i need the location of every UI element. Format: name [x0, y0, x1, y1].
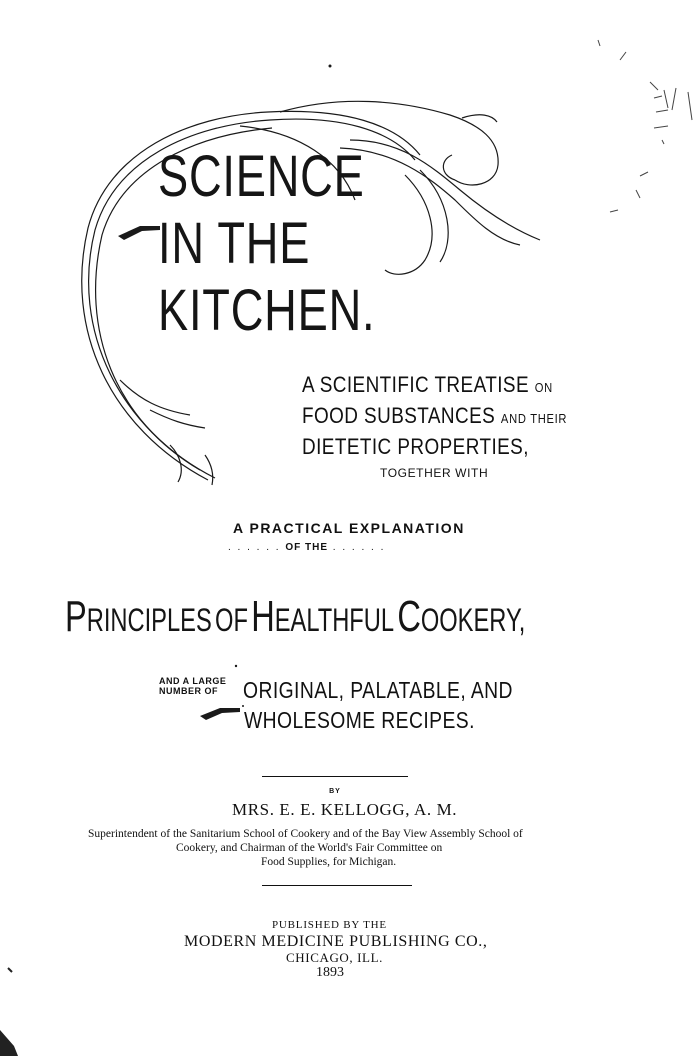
subtitle-line-1-main: A SCIENTIFIC TREATISE	[302, 372, 529, 397]
principles-cookery: OOKERY,	[420, 602, 526, 638]
recipes-line-1: ORIGINAL, PALATABLE, AND	[243, 677, 513, 703]
explanation-dots-left: . . . . . .	[228, 542, 281, 553]
publisher-city: CHICAGO, ILL.	[286, 950, 383, 965]
author-by: BY	[329, 788, 341, 795]
subtitle-together-with: TOGETHER WITH	[380, 466, 489, 480]
title-science: SCIENCE	[158, 144, 365, 209]
publisher-line-1: PUBLISHED BY THE	[272, 919, 387, 931]
subtitle-line-2-main: FOOD SUBSTANCES	[302, 403, 496, 428]
recipes-stack-top: AND A LARGE	[159, 676, 227, 686]
recipes-stack-bottom: NUMBER OF	[159, 686, 218, 696]
recipes-line-2: WHOLESOME RECIPES.	[244, 707, 475, 733]
title-kitchen: KITCHEN.	[158, 278, 376, 343]
divider-top	[262, 776, 408, 777]
principles-cap-p: P	[65, 592, 87, 641]
divider-bottom	[262, 885, 412, 886]
recipes-stacked-label	[159, 676, 226, 696]
publisher-year: 1893	[316, 965, 344, 980]
subtitle-line-2-small: AND THEIR	[500, 411, 568, 426]
subtitle-line-2	[302, 402, 567, 433]
principles-cap-h: H	[251, 592, 275, 641]
principles-cap-c: C	[397, 592, 421, 641]
publisher-name: MODERN MEDICINE PUBLISHING CO.,	[184, 933, 488, 950]
author-desc-line-1: Superintendent of the Sanitarium School of Cookery and of the Bay View Assembly School of	[88, 828, 523, 840]
explanation-heading: A PRACTICAL EXPLANATION	[233, 520, 465, 536]
author-desc-line-3: Food Supplies, for Michigan.	[261, 856, 397, 868]
explanation-of-the-line	[228, 542, 385, 553]
author-desc-line-2: Cookery, and Chairman of the World's Fair Committee on	[176, 842, 443, 854]
title-in-the: IN THE	[158, 211, 311, 276]
principles-rest: RINCIPLES	[86, 602, 212, 638]
explanation-of-the: OF THE	[285, 542, 329, 553]
subtitle-line-1-small: ON	[534, 380, 553, 395]
subtitle-line-3: DIETETIC PROPERTIES,	[302, 434, 529, 459]
explanation-dots-right: . . . . . .	[332, 542, 386, 553]
principles-healthful: EALTHFUL	[274, 602, 395, 638]
principles-heading	[65, 592, 525, 642]
principles-of: OF	[215, 602, 248, 638]
subtitle-line-1	[302, 371, 553, 402]
author-name: MRS. E. E. KELLOGG, A. M.	[232, 800, 458, 819]
